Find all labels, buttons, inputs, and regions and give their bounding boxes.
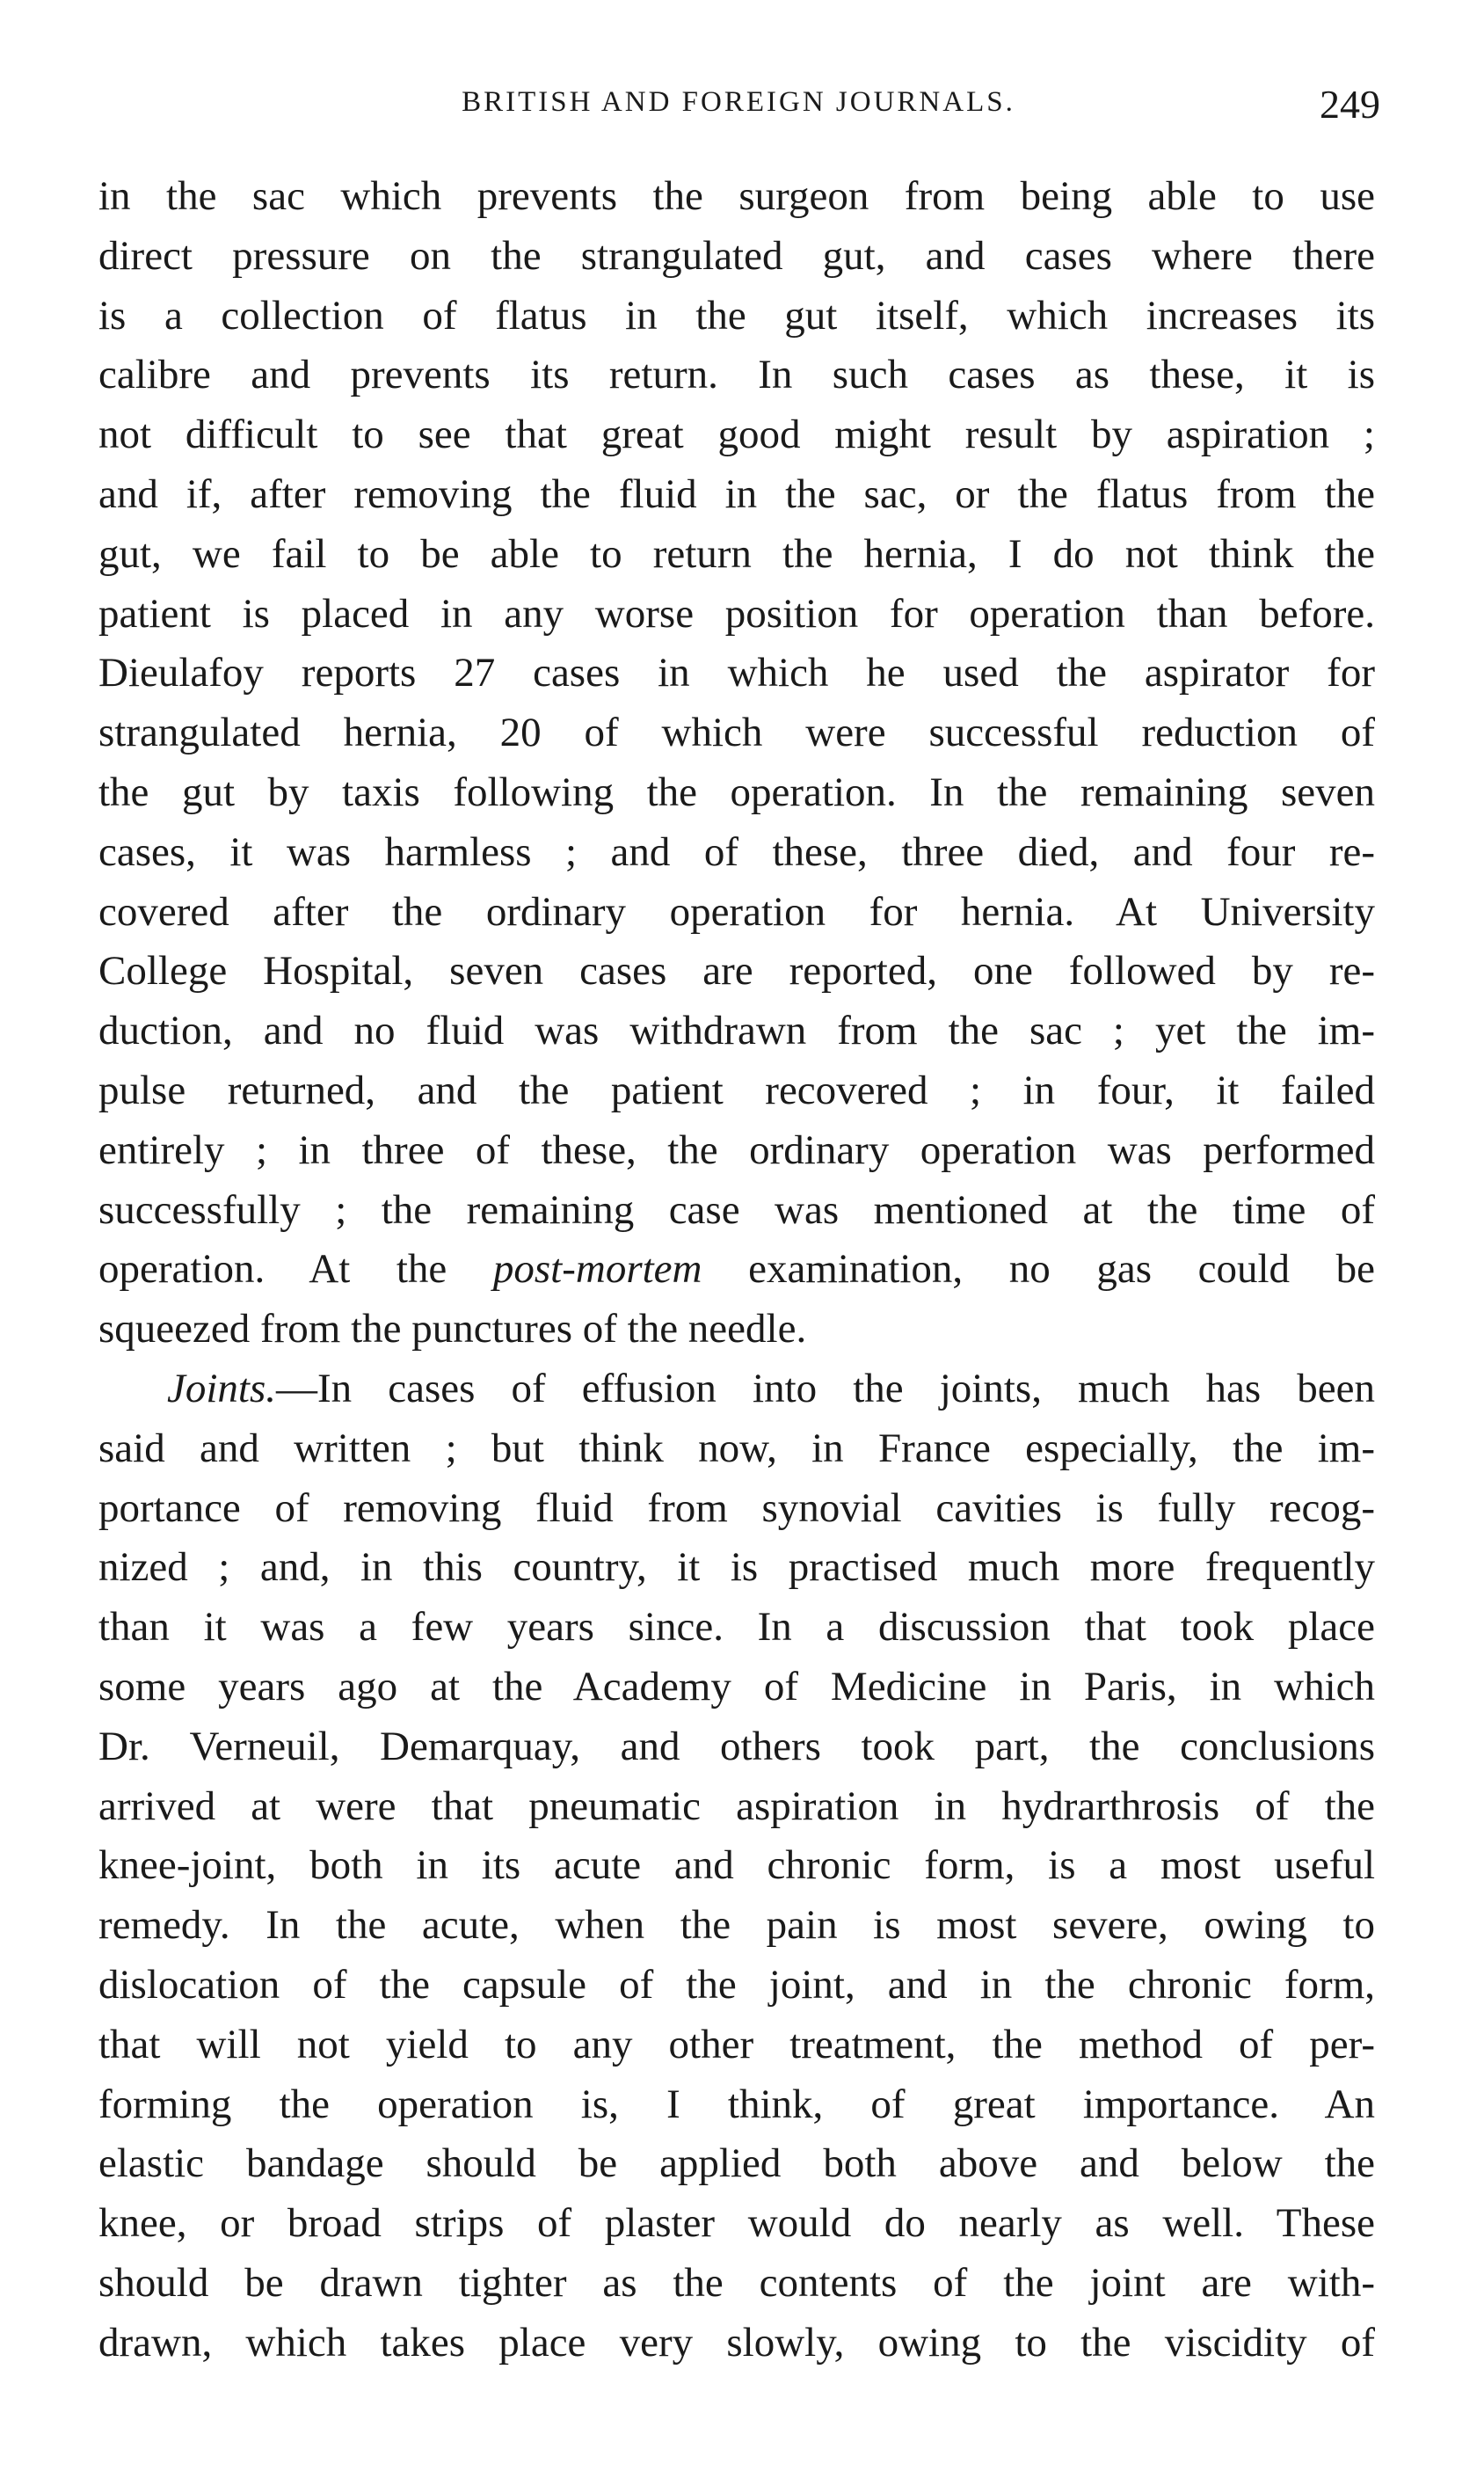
text-line: knee-joint, both in its acute and chronic form, is a most useful <box>98 1842 1375 1889</box>
text-line: entirely ; in three of these, the ordinary operation was performed <box>98 1126 1375 1173</box>
text-line: is a collection of flatus in the gut itself, which increases its <box>98 292 1375 339</box>
section-heading: Joints. <box>167 1365 277 1411</box>
text-line: not difficult to see that great good might result by aspiration ; <box>98 412 1375 458</box>
page-number: 249 <box>1320 82 1380 127</box>
text-line: remedy. In the acute, when the pain is most severe, owing to <box>98 1902 1375 1949</box>
text-line: said and written ; but think now, in France especially, the im- <box>98 1425 1375 1471</box>
text-line: that will not yield to any other treatment, the method of per- <box>98 2021 1375 2067</box>
text-line: strangulated hernia, 20 of which were successful reduction of <box>98 710 1375 756</box>
running-title: BRITISH AND FOREIGN JOURNALS. <box>462 86 1015 118</box>
text-line <box>98 1360 1375 1419</box>
text-line: successfully ; the remaining case was mentioned at the time of <box>98 1186 1375 1233</box>
text-line: direct pressure on the strangulated gut, and cases where there <box>98 232 1375 279</box>
text-line: covered after the ordinary operation for hernia. At University <box>98 888 1375 935</box>
text-line: should be drawn tighter as the contents of the joint are with- <box>98 2259 1375 2306</box>
text-line: arrived at were that pneumatic aspiration in hydrarthrosis of the <box>98 1782 1375 1829</box>
text-line: nized ; and, in this country, it is practised much more frequently <box>98 1544 1375 1591</box>
text-line: the gut by taxis following the operation. In the remaining seven <box>98 769 1375 815</box>
text-line: than it was a few years since. In a discussion that took place <box>98 1604 1375 1651</box>
text-line: and if, after removing the fluid in the sac, or the flatus from the <box>98 470 1375 517</box>
text-run: —In cases of effusion into the joints, much has been <box>276 1365 1375 1411</box>
text-line: knee, or broad strips of plaster would do nearly as well. These <box>98 2200 1375 2247</box>
text-line: Dieulafoy reports 27 cases in which he used the aspirator for <box>98 650 1375 696</box>
text-line: Dr. Verneuil, Demarquay, and others took part, the conclusions <box>98 1723 1375 1769</box>
text-line: pulse returned, and the patient recovered ; in four, it failed <box>98 1067 1375 1113</box>
text-run: operation. At the <box>98 1246 493 1293</box>
text-line: gut, we fail to be able to return the hernia, I do not think the <box>98 530 1375 577</box>
text-line: elastic bandage should be applied both above and below the <box>98 2140 1375 2187</box>
running-head <box>97 81 1380 134</box>
text-line: forming the operation is, I think, of great importance. An <box>98 2081 1375 2127</box>
text-line: portance of removing fluid from synovial cavities is fully recog- <box>98 1484 1375 1531</box>
italic-term: post-mortem <box>492 1246 702 1293</box>
body-text <box>98 167 1375 2373</box>
text-line: drawn, which takes place very slowly, owing to the viscidity of <box>98 2319 1375 2366</box>
text-line: duction, and no fluid was withdrawn from the sac ; yet the im- <box>98 1008 1375 1054</box>
text-line: some years ago at the Academy of Medicine in Paris, in which <box>98 1663 1375 1710</box>
text-line: dislocation of the capsule of the joint, and in the chronic form, <box>98 1961 1375 2008</box>
text-line: calibre and prevents its return. In such cases as these, it is <box>98 352 1375 398</box>
text-line: cases, it was harmless ; and of these, three died, and four re- <box>98 828 1375 875</box>
text-line: College Hospital, seven cases are reported, one followed by re- <box>98 948 1375 995</box>
text-line <box>98 1240 1375 1300</box>
text-line: squeezed from the punctures of the needle. <box>98 1306 807 1352</box>
text-run: examination, no gas could be <box>702 1246 1375 1293</box>
text-line: patient is placed in any worse position for operation than before. <box>98 590 1375 637</box>
text-line: in the sac which prevents the surgeon from being able to use <box>98 173 1375 219</box>
